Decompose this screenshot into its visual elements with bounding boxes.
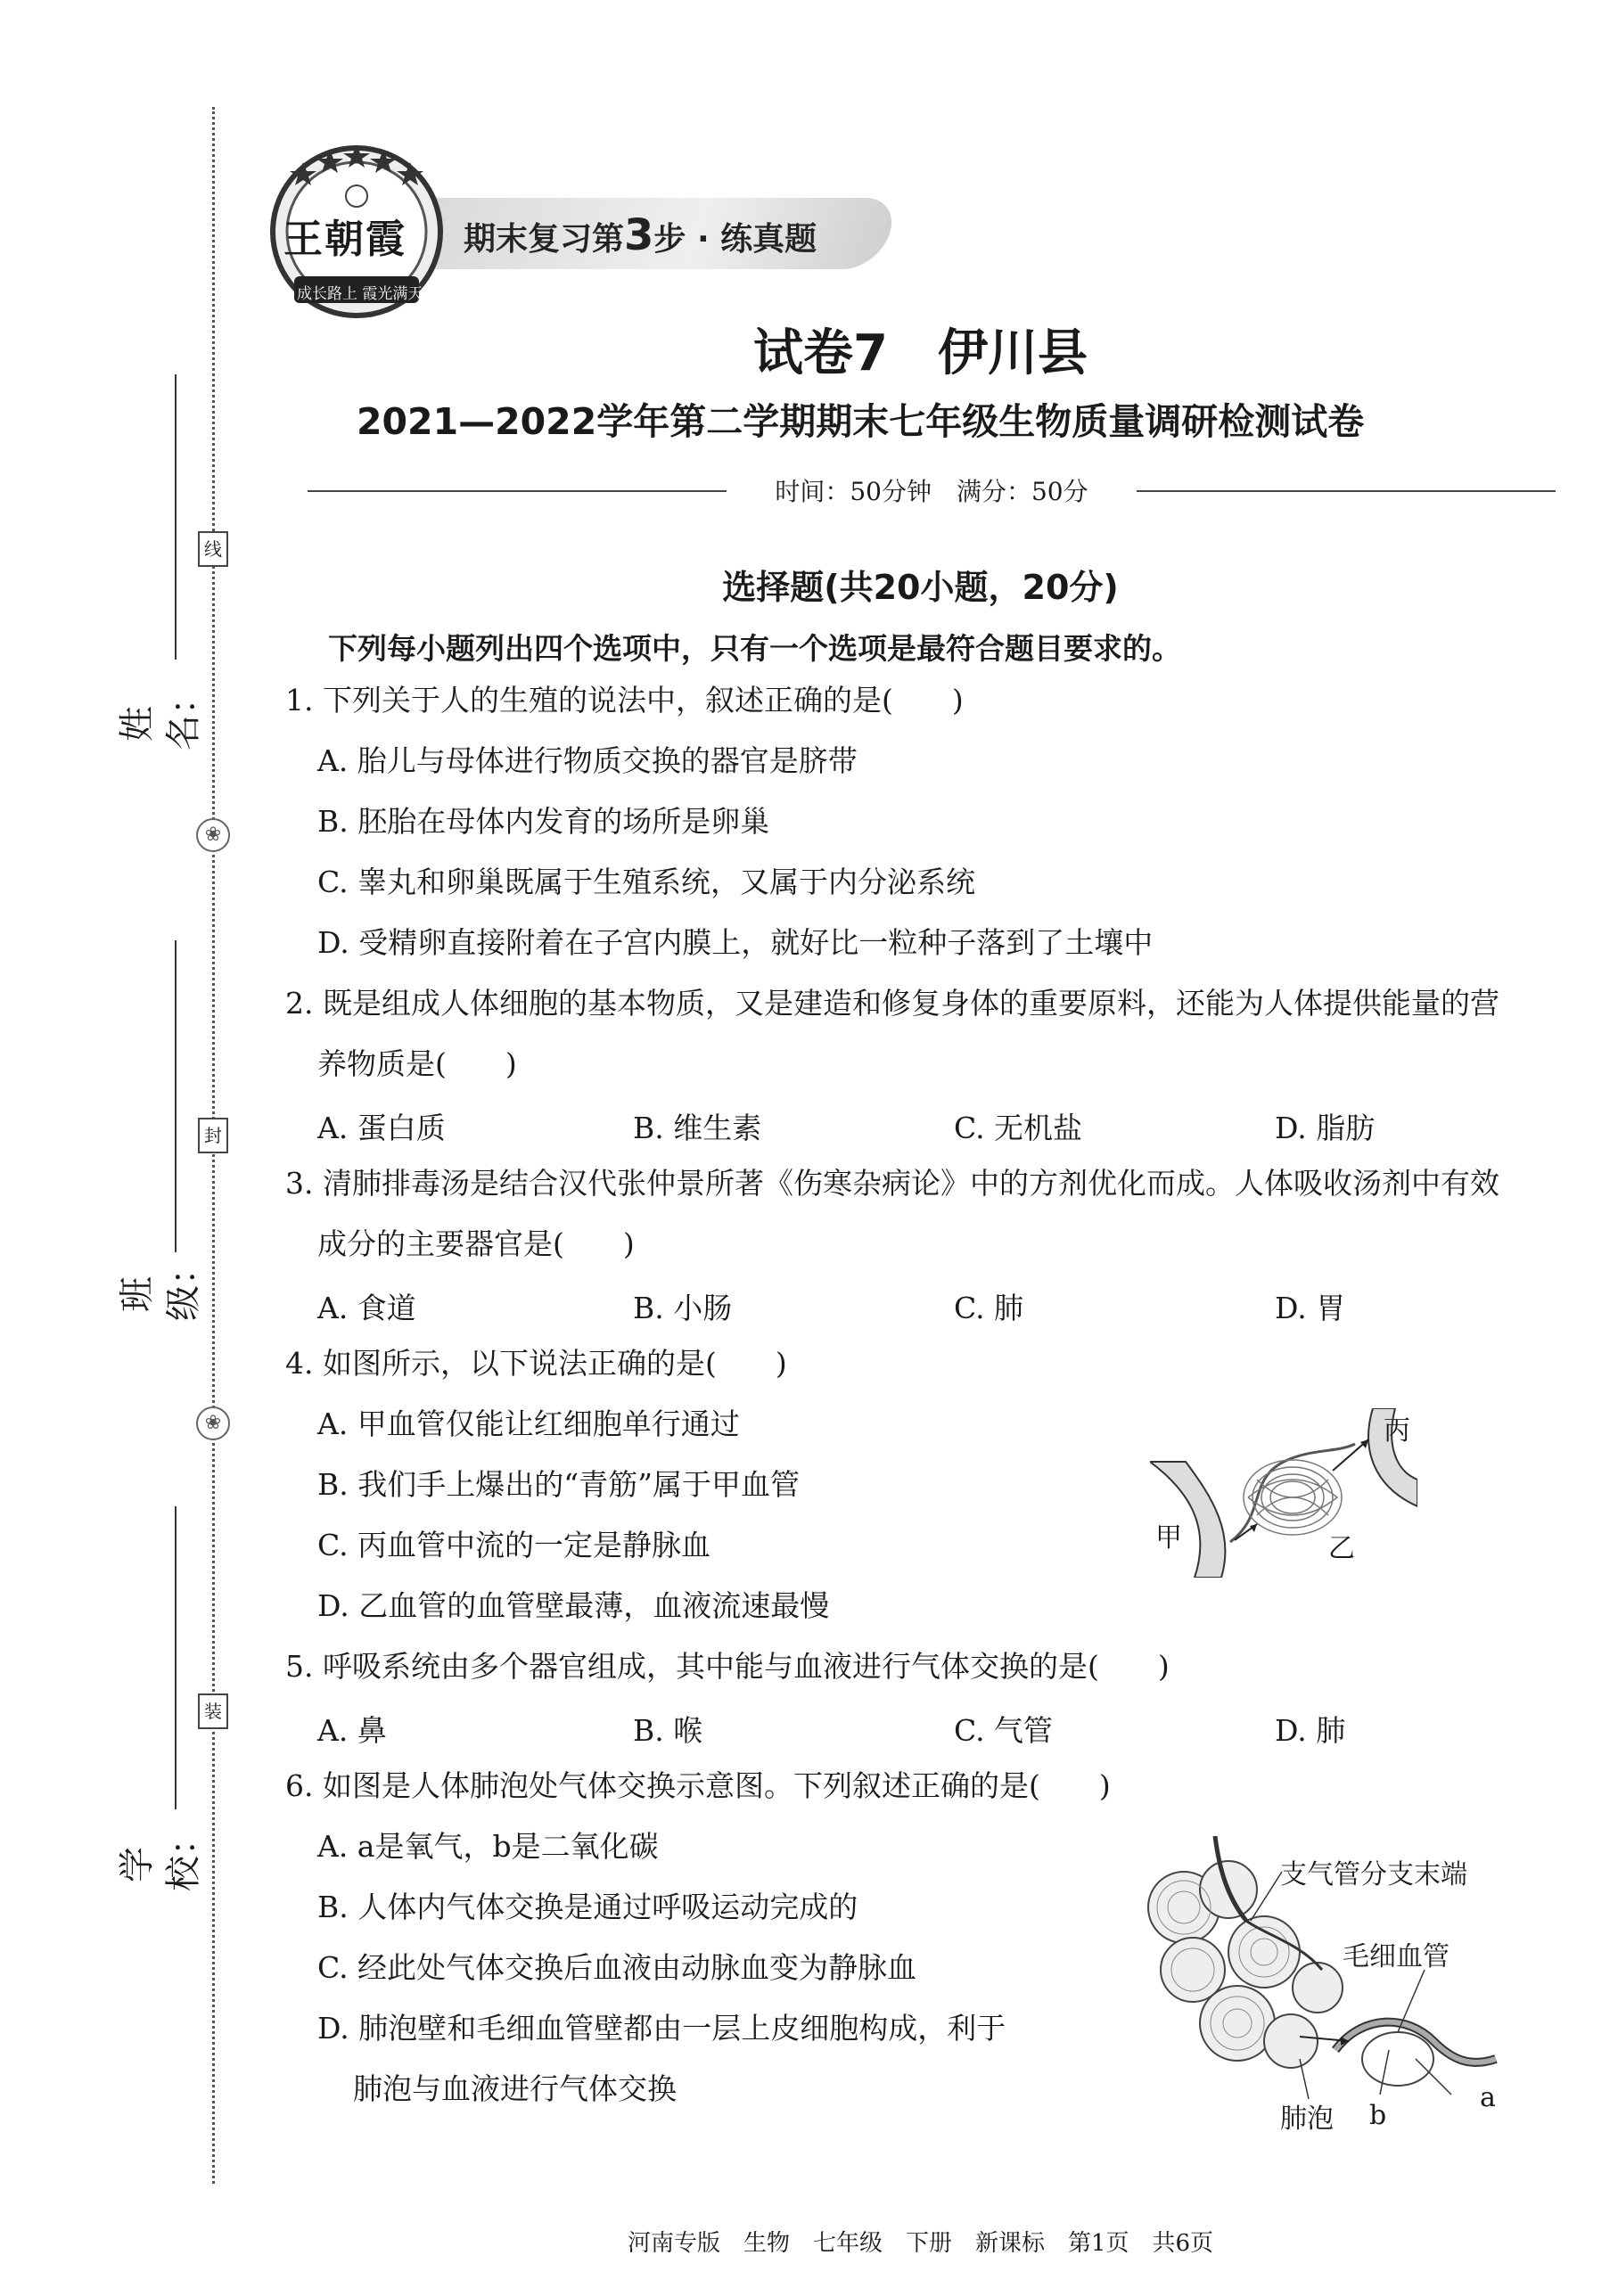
page-footer: 河南专版 生物 七年级 下册 新课标 第1页 共6页 <box>627 2230 1214 2257</box>
name-field-line[interactable] <box>175 374 177 660</box>
figure6-label-alveolus: 肺泡 <box>1280 2103 1334 2135</box>
figure6-label-bronchiole: 支气管分支末端 <box>1280 1859 1467 1890</box>
flower-ornament-icon: ❀ <box>196 1406 230 1440</box>
question-4-option-b[interactable]: B. 我们手上爆出的“青筋”属于甲血管 <box>317 1467 800 1502</box>
figure6-label-a: a <box>1480 2082 1496 2113</box>
figure4-label-jia: 甲 <box>1155 1522 1182 1554</box>
question-2-option-c[interactable]: C. 无机盐 <box>954 1111 1083 1145</box>
question-5-option-d[interactable]: D. 肺 <box>1275 1713 1346 1748</box>
brand-name: 王朝霞 <box>283 217 407 262</box>
banner-text: 期末复习第3步 · 练真题 <box>464 210 817 260</box>
question-4-option-d[interactable]: D. 乙血管的血管壁最薄，血液流速最慢 <box>317 1588 830 1623</box>
time-info-row <box>308 471 1556 510</box>
cut-mark-seal: 封 <box>198 1118 228 1153</box>
brand-slogan: 成长路上 霞光满天 <box>297 285 423 303</box>
cut-mark-bind: 装 <box>198 1693 228 1729</box>
school-field-line[interactable] <box>175 1506 177 1809</box>
time-info: 时间：50分钟 满分：50分 <box>775 477 1088 506</box>
flower-ornament-icon: ❀ <box>196 818 230 852</box>
question-2-stem-cont: 养物质是( ) <box>317 1046 517 1081</box>
question-6-option-d-cont: 肺泡与血液进行气体交换 <box>353 2071 677 2106</box>
question-1-option-a[interactable]: A. 胎儿与母体进行物质交换的器官是脐带 <box>317 743 858 778</box>
figure6-label-capillary: 毛细血管 <box>1343 1941 1450 1972</box>
question-3-stem: 3. 清肺排毒汤是结合汉代张仲景所著《伤寒杂病论》中的方剂优化而成。人体吸收汤剂中有效 <box>285 1166 1499 1201</box>
question-4-option-a[interactable]: A. 甲血管仅能让红细胞单行通过 <box>317 1406 740 1441</box>
section-instruction: 下列每小题列出四个选项中，只有一个选项是最符合题目要求的。 <box>328 631 1181 666</box>
question-4-option-c[interactable]: C. 丙血管中流的一定是静脉血 <box>317 1528 711 1562</box>
cut-mark-line: 线 <box>198 531 228 567</box>
question-6-option-a[interactable]: A. a是氧气，b是二氧化碳 <box>317 1829 659 1864</box>
question-4-stem: 4. 如图所示，以下说法正确的是( ) <box>285 1346 787 1381</box>
question-6-stem: 6. 如图是人体肺泡处气体交换示意图。下列叙述正确的是( ) <box>285 1768 1111 1803</box>
figure4-label-bing: 丙 <box>1384 1415 1410 1447</box>
question-5-option-b[interactable]: B. 喉 <box>633 1713 703 1748</box>
section-title: 选择题(共20小题，20分) <box>722 568 1119 607</box>
question-1-option-d[interactable]: D. 受精卵直接附着在子宫内膜上，就好比一粒种子落到了土壤中 <box>317 925 1154 960</box>
class-label: 班级： <box>117 1250 204 1321</box>
question-1-stem: 1. 下列关于人的生殖的说法中，叙述正确的是( ) <box>285 683 964 718</box>
paper-title: 试卷7 伊川县 <box>753 324 1088 382</box>
question-3-option-a[interactable]: A. 食道 <box>317 1291 416 1325</box>
question-2-stem: 2. 既是组成人体细胞的基本物质，又是建造和修复身体的重要原料，还能为人体提供能量的营 <box>285 986 1499 1021</box>
class-field-line[interactable] <box>175 940 177 1252</box>
alveoli-gas-exchange-figure <box>1130 1836 1523 2139</box>
question-5-stem: 5. 呼吸系统由多个器官组成，其中能与血液进行气体交换的是( ) <box>285 1649 1170 1684</box>
question-1-option-c[interactable]: C. 睾丸和卵巢既属于生殖系统，又属于内分泌系统 <box>317 865 976 899</box>
question-3-option-d[interactable]: D. 胃 <box>1275 1291 1346 1325</box>
question-1-option-b[interactable]: B. 胚胎在母体内发育的场所是卵巢 <box>317 804 770 839</box>
question-3-stem-cont: 成分的主要器官是( ) <box>317 1226 635 1261</box>
question-2-option-b[interactable]: B. 维生素 <box>633 1111 762 1145</box>
question-3-option-b[interactable]: B. 小肠 <box>633 1291 733 1325</box>
blood-vessel-figure <box>1150 1408 1417 1578</box>
question-6-option-c[interactable]: C. 经此处气体交换后血液由动脉血变为静脉血 <box>317 1950 917 1985</box>
figure4-label-yi: 乙 <box>1328 1533 1355 1564</box>
paper-subtitle: 2021—2022学年第二学期期末七年级生物质量调研检测试卷 <box>357 400 1365 443</box>
question-2-option-a[interactable]: A. 蛋白质 <box>317 1111 446 1145</box>
question-6-option-d[interactable]: D. 肺泡壁和毛细血管壁都由一层上皮细胞构成，利于 <box>317 2011 1006 2046</box>
name-label: 姓名： <box>117 679 204 750</box>
question-3-option-c[interactable]: C. 肺 <box>954 1291 1024 1325</box>
question-5-option-a[interactable]: A. 鼻 <box>317 1713 387 1748</box>
figure6-label-b: b <box>1369 2100 1387 2131</box>
question-5-option-c[interactable]: C. 气管 <box>954 1713 1054 1748</box>
school-label: 学校： <box>117 1820 204 1891</box>
question-6-option-b[interactable]: B. 人体内气体交换是通过呼吸运动完成的 <box>317 1890 858 1924</box>
question-2-option-d[interactable]: D. 脂肪 <box>1275 1111 1376 1145</box>
